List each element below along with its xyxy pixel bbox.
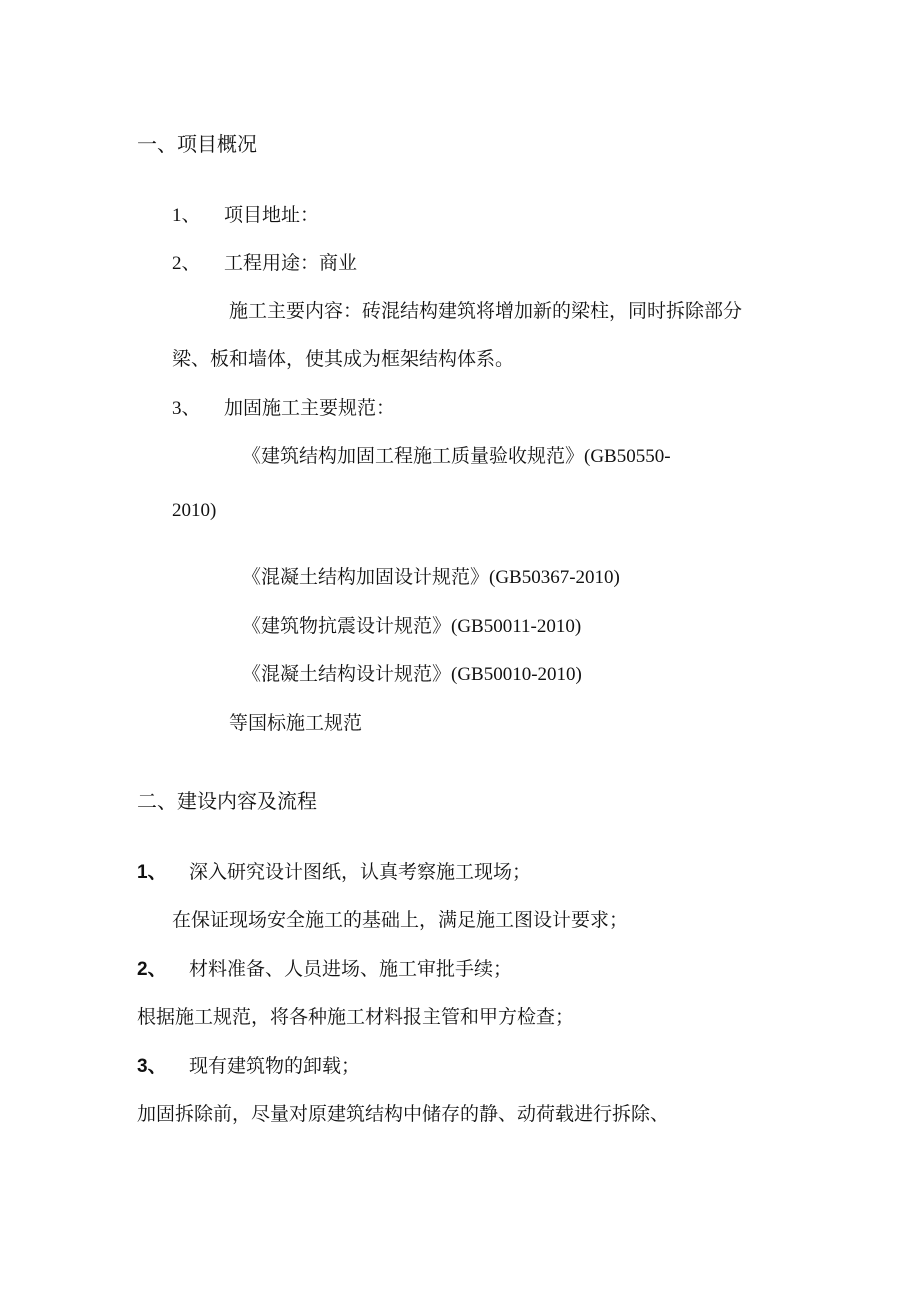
spec1-line-2: 2010) bbox=[172, 500, 217, 521]
spec1-line-1: 《建筑结构加固工程施工质量验收规范》(GB50550- bbox=[242, 446, 671, 467]
item1-text: 项目地址： bbox=[224, 205, 320, 226]
step3-desc: 加固拆除前，尽量对原建筑结构中储存的静、动荷载进行拆除、 bbox=[137, 1104, 670, 1125]
content-line-1: 施工主要内容：砖混结构建筑将增加新的梁柱，同时拆除部分 bbox=[229, 301, 743, 322]
item2 bbox=[172, 254, 357, 273]
content-line-2: 梁、板和墙体，使其成为框架结构体系。 bbox=[172, 349, 515, 370]
step1-number: 1、 bbox=[137, 862, 167, 883]
item2-number: 2、 bbox=[172, 253, 201, 274]
step1-desc: 在保证现场安全施工的基础上，满足施工图设计要求； bbox=[172, 910, 629, 931]
item1-number: 1、 bbox=[172, 205, 201, 226]
spec3: 《建筑物抗震设计规范》(GB50011-2010) bbox=[242, 616, 582, 637]
section2-title: 二、建设内容及流程 bbox=[137, 791, 317, 813]
step2 bbox=[137, 960, 512, 979]
item1 bbox=[172, 206, 319, 225]
item3-text: 加固施工主要规范： bbox=[224, 398, 396, 419]
spec-end: 等国标施工规范 bbox=[229, 713, 363, 734]
item3 bbox=[172, 399, 395, 418]
section1-title: 一、项目概况 bbox=[137, 134, 257, 156]
step3 bbox=[137, 1057, 360, 1076]
step2-text: 材料准备、人员进场、施工审批手续； bbox=[189, 959, 513, 980]
item3-number: 3、 bbox=[172, 398, 201, 419]
step3-number: 3、 bbox=[137, 1056, 167, 1077]
step2-number: 2、 bbox=[137, 959, 167, 980]
spec4: 《混凝土结构设计规范》(GB50010-2010) bbox=[242, 664, 582, 685]
step3-text: 现有建筑物的卸载； bbox=[189, 1056, 361, 1077]
step1-text: 深入研究设计图纸，认真考察施工现场； bbox=[189, 862, 532, 883]
step2-desc: 根据施工规范，将各种施工材料报主管和甲方检查； bbox=[137, 1007, 575, 1028]
spec2: 《混凝土结构加固设计规范》(GB50367-2010) bbox=[242, 567, 620, 588]
step1 bbox=[137, 863, 531, 882]
item2-text: 工程用途：商业 bbox=[224, 253, 358, 274]
